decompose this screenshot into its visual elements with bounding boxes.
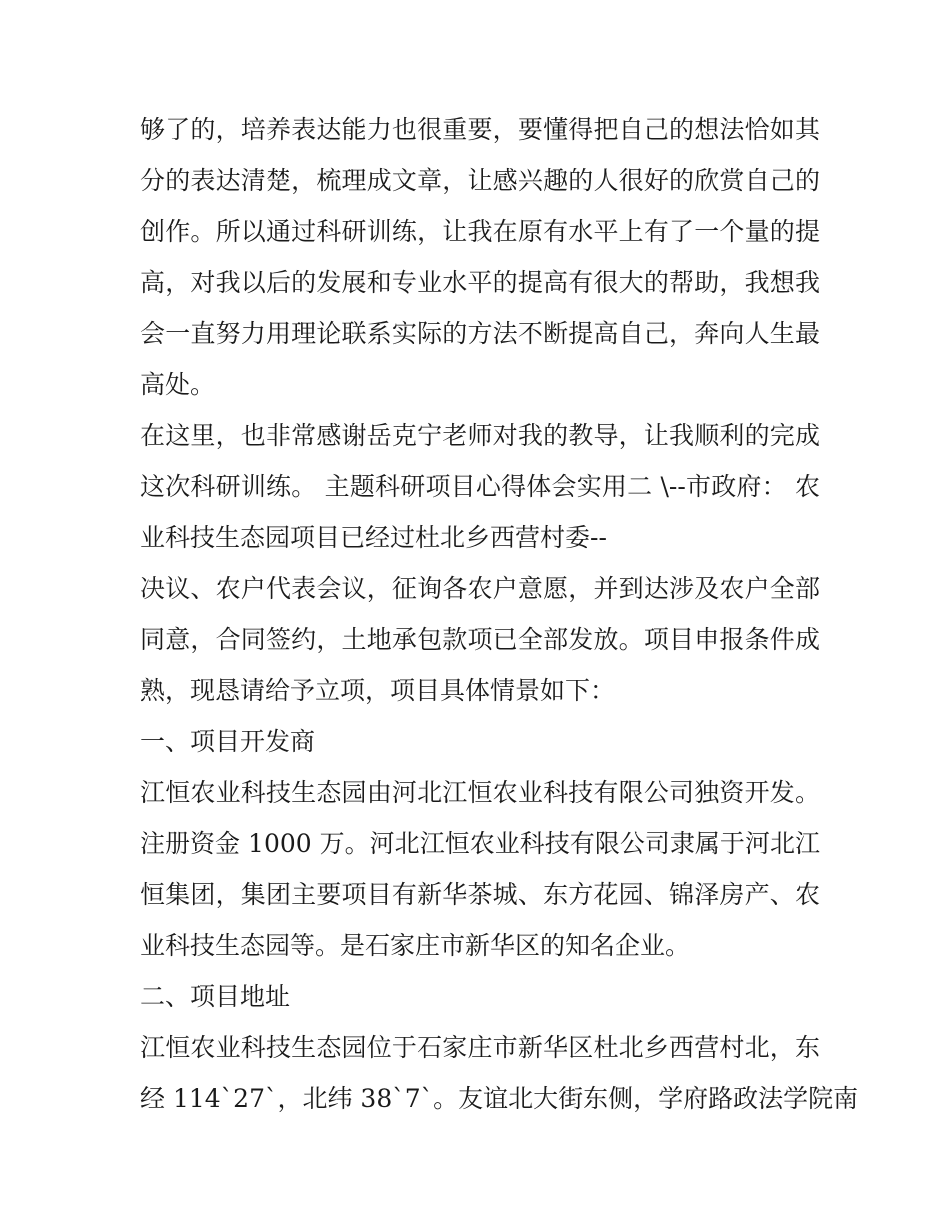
section-heading: 二、项目地址	[140, 982, 291, 1011]
text-line: 江恒农业科技生态园位于石家庄市新华区杜北乡西营村北，东	[140, 1033, 820, 1062]
text-line: 业科技生态园等。是石家庄市新华区的知名企业。	[140, 931, 691, 960]
text-line: 分的表达清楚，梳理成文章，让感兴趣的人很好的欣赏自己的	[140, 166, 820, 195]
text-line: 够了的，培养表达能力也很重要，要懂得把自己的想法恰如其	[140, 115, 820, 144]
text-line: 高处。	[140, 370, 216, 399]
text-line: 高，对我以后的发展和专业水平的提高有很大的帮助，我想我	[140, 268, 820, 297]
text-line: 熟，现恳请给予立项，项目具体情景如下：	[140, 676, 616, 705]
text-line: 决议、农户代表会议，征询各农户意愿，并到达涉及农户全部	[140, 574, 820, 603]
text-line: 注册资金 1000 万。河北江恒农业科技有限公司隶属于河北江	[140, 829, 820, 858]
text-line: 同意，合同签约，土地承包款项已全部发放。项目申报条件成	[140, 625, 820, 654]
document-body	[140, 104, 859, 1124]
text-line: 会一直努力用理论联系实际的方法不断提高自己，奔向人生最	[140, 319, 820, 348]
text-line: 经 114`27`，北纬 38`7`。友谊北大街东侧，学府路政法学院南	[140, 1084, 859, 1113]
text-line: 恒集团，集团主要项目有新华茶城、东方花园、锦泽房产、农	[140, 880, 820, 909]
section-heading: 一、项目开发商	[140, 727, 316, 756]
text-line: 江恒农业科技生态园由河北江恒农业科技有限公司独资开发。	[140, 778, 820, 807]
text-line: 业科技生态园项目已经过杜北乡西营村委--	[140, 523, 607, 552]
text-line: 在这里，也非常感谢岳克宁老师对我的教导，让我顺利的完成	[140, 421, 820, 450]
text-line: 创作。所以通过科研训练，让我在原有水平上有了一个量的提	[140, 217, 820, 246]
text-line: 这次科研训练。 主题科研项目心得体会实用二 \--市政府： 农	[140, 472, 820, 501]
